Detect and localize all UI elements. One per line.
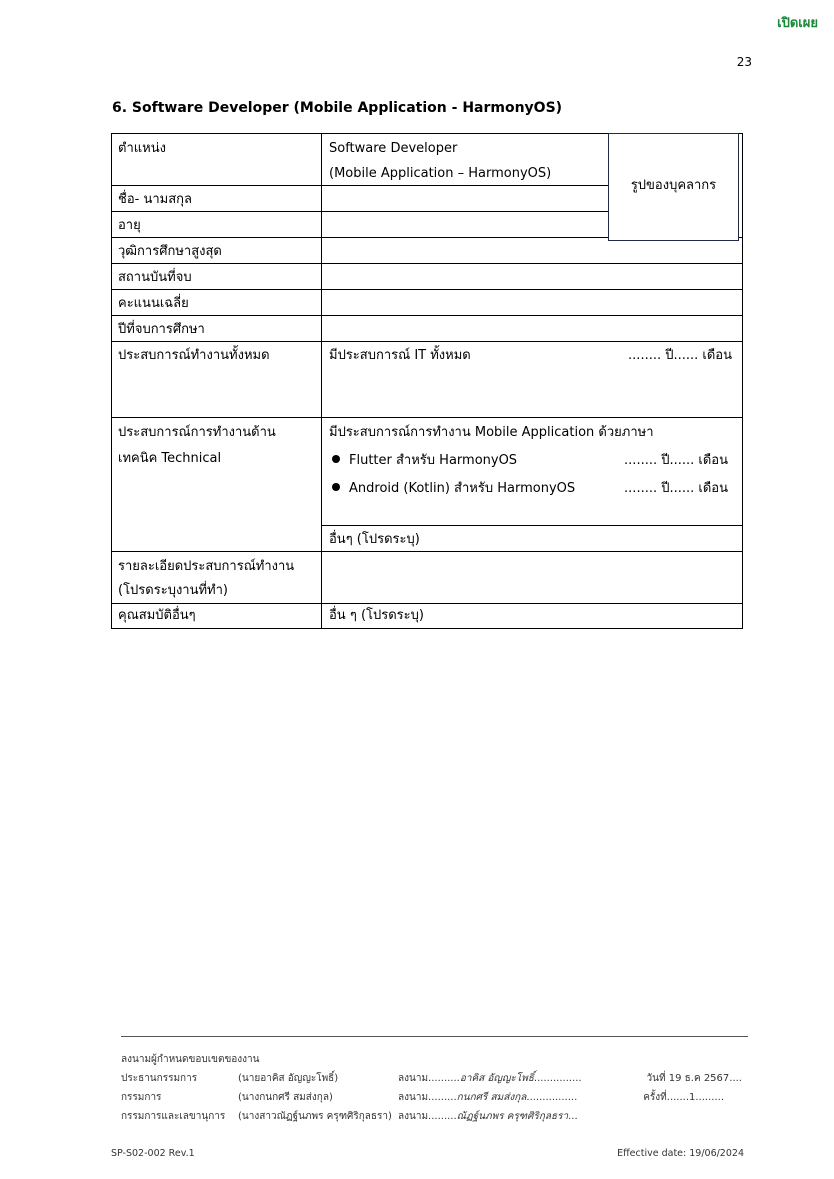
meeting-number: ครั้งที่.......1......... (643, 1092, 724, 1103)
tech-item-label: Flutter สำหรับ HarmonyOS (349, 453, 518, 468)
table-rule (742, 133, 743, 629)
graduation-year-label: ปีที่จบการศึกษา (118, 322, 205, 337)
position-value: Software Developer (329, 141, 458, 156)
photo-label: รูปของบุคลากร (630, 177, 717, 193)
total-experience-value: มีประสบการณ์ IT ทั้งหมด (329, 348, 471, 363)
effective-date: Effective date: 19/06/2024 (617, 1148, 744, 1159)
personnel-photo-box (608, 133, 739, 241)
signature-prefix: ลงนาม......... (398, 1111, 457, 1122)
tech-item-duration: ........ ปี...... เดือน (624, 481, 728, 496)
signer-role: ประธานกรรมการ (121, 1073, 198, 1084)
total-experience-duration: ........ ปี...... เดือน (628, 348, 732, 363)
total-experience-label: ประสบการณ์ทำงานทั้งหมด (118, 348, 270, 363)
position-label: ตำแหน่ง (118, 141, 166, 156)
signature-name: อาคิส อัญญะโพธิ์ (459, 1073, 534, 1084)
tech-item-duration: ........ ปี...... เดือน (624, 453, 728, 468)
work-detail-label: รายละเอียดประสบการณ์ทำงาน (118, 559, 295, 574)
age-field[interactable] (323, 212, 603, 236)
name-label: ชื่อ- นามสกุล (118, 192, 192, 207)
technical-experience-label: ประสบการณ์การทำงานด้าน (118, 425, 276, 440)
signer-name: (นางกนกศรี สมส่งกุล) (238, 1092, 333, 1103)
technical-experience-intro: มีประสบการณ์การทำงาน Mobile Application ด้วยภาษา (329, 425, 654, 440)
tech-item-android (332, 478, 575, 500)
signature-name: กนกศรี สมส่งกุล (456, 1092, 527, 1103)
table-rule (321, 525, 743, 526)
education-field[interactable] (323, 238, 739, 262)
section-title: 6. Software Developer (Mobile Application - HarmonyOS) (112, 100, 563, 116)
table-rule (111, 133, 112, 629)
table-rule (111, 603, 743, 604)
tech-other-value: อื่นๆ (โปรดระบุ) (329, 532, 420, 547)
table-rule (111, 551, 743, 552)
signature-suffix: ... (568, 1111, 578, 1122)
signer-role: กรรมการและเลขานุการ (121, 1111, 226, 1122)
signature-block-title: ลงนามผู้กำหนดขอบเขตของงาน (121, 1054, 260, 1065)
tech-item-label: Android (Kotlin) สำหรับ HarmonyOS (349, 481, 576, 496)
education-label: วุฒิการศึกษาสูงสุด (118, 244, 222, 259)
name-field[interactable] (323, 186, 603, 210)
institution-field[interactable] (323, 264, 739, 288)
signature-line (398, 1109, 578, 1124)
work-detail-label-line2: (โปรดระบุงานที่ทำ) (118, 583, 228, 598)
table-rule (111, 341, 743, 342)
bullet-icon (332, 455, 340, 463)
table-rule (321, 133, 322, 629)
classification-badge: เปิดเผย (777, 16, 818, 31)
gpa-label: คะแนนเฉลี่ย (118, 296, 189, 311)
signer-name: (นางสาวณัฏฐ์นภพร ครุฑศิริกุลธรา) (238, 1111, 392, 1122)
meeting-date: วันที่ 19 ธ.ค 2567.... (646, 1073, 742, 1084)
bullet-icon (332, 483, 340, 491)
other-qualifications-value: อื่น ๆ (โปรดระบุ) (329, 608, 424, 623)
signature-prefix: ลงนาม......... (398, 1092, 457, 1103)
tech-item-flutter (332, 450, 517, 472)
other-qualifications-label: คุณสมบัติอื่นๆ (118, 608, 196, 623)
page-number: 23 (736, 55, 752, 69)
institution-label: สถานบันที่จบ (118, 270, 192, 285)
position-value-line2: (Mobile Application – HarmonyOS) (329, 166, 552, 181)
signature-prefix: ลงนาม.......... (398, 1073, 460, 1084)
signature-suffix: ............... (533, 1073, 582, 1084)
signature-line (398, 1071, 582, 1086)
signature-suffix: ................ (526, 1092, 578, 1103)
technical-experience-label-line2: เทคนิค Technical (118, 451, 222, 466)
signature-line (398, 1090, 577, 1105)
gpa-field[interactable] (323, 290, 739, 314)
document-code: SP-S02-002 Rev.1 (111, 1148, 195, 1159)
signer-role: กรรมการ (121, 1092, 162, 1103)
footer-divider (121, 1036, 748, 1037)
age-label: อายุ (118, 218, 141, 233)
signer-name: (นายอาคิส อัญญะโพธิ์) (238, 1073, 339, 1084)
table-rule (111, 628, 743, 629)
table-rule (111, 417, 743, 418)
graduation-year-field[interactable] (323, 316, 739, 340)
signature-name: ณัฏฐ์นภพร ครุฑศิริกุลธรา (456, 1111, 569, 1122)
